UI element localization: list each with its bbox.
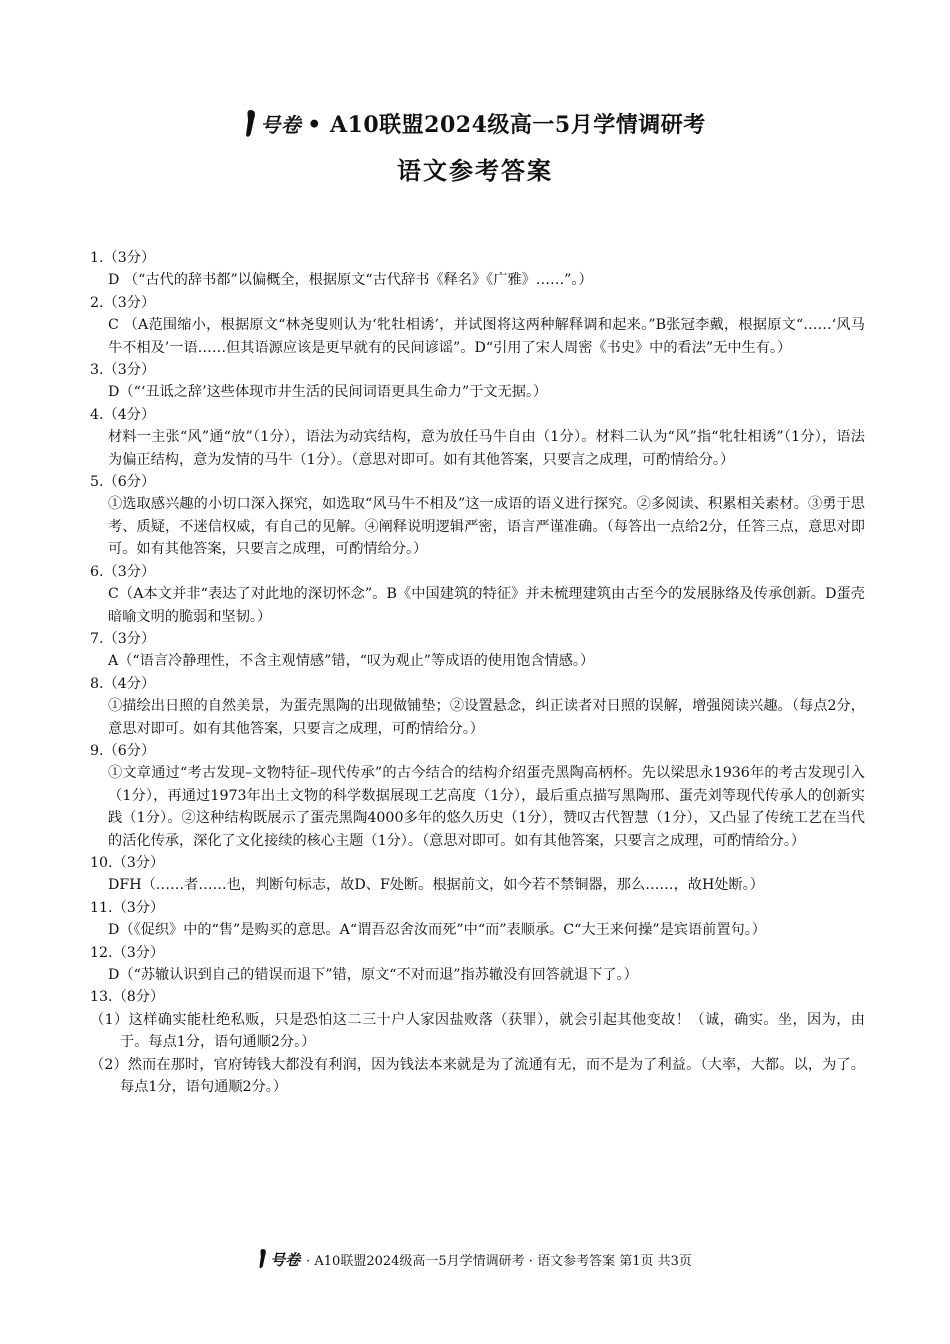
exam-title <box>0 108 950 139</box>
footer-logo-text: 号卷 <box>270 1250 301 1269</box>
footer-text: · A10联盟2024级高一5月学情调研考 · 语文参考答案 第1页 共3页 <box>306 1253 692 1269</box>
question-6 <box>90 561 865 628</box>
question-number: 11.（3分） <box>90 899 165 916</box>
translation-item-2: （2）然而在那时，官府铸钱大都没有利润，因为钱法本来就是为了流通有无，而不是为了利益。（大率，大都。以，为了。每点1分，语句通顺2分。） <box>90 1056 865 1096</box>
question-number: 10.（3分） <box>90 854 165 871</box>
page-subtitle: 语文参考答案 <box>397 156 553 185</box>
question-number: 8.（4分） <box>90 675 156 692</box>
question-number: 13.（8分） <box>90 989 165 1006</box>
question-number: 2.（3分） <box>90 294 156 311</box>
question-7 <box>90 628 865 673</box>
question-9 <box>90 740 865 852</box>
question-5 <box>90 471 865 561</box>
question-11 <box>90 897 865 942</box>
question-12 <box>90 942 865 987</box>
question-number: 5.（6分） <box>90 474 156 491</box>
question-13 <box>90 986 865 1098</box>
question-answer: DFH（……者……也，判断句标志，故D、F处断。根据前文，如今若不禁铜器，那么……，故H处断。） <box>108 877 764 894</box>
brush-stroke-icon <box>244 109 258 139</box>
translation-item-1: （1）这样确实能杜绝私贩，只是恐怕这二三十户人家因盐败落（获罪），就会引起其他变故！（诚，确实。坐，因为，由于。每点1分，语句通顺2分。） <box>90 1011 865 1051</box>
question-8 <box>90 673 865 740</box>
question-2 <box>90 292 865 359</box>
question-1 <box>90 247 865 292</box>
footer-logo <box>258 1248 300 1270</box>
question-number: 6.（3分） <box>90 563 156 580</box>
question-4 <box>90 404 865 471</box>
question-answer: ①选取感兴趣的小切口深入探究，如选取“风马牛不相及”这一成语的语义进行探究。②多阅读、积累相关素材。③勇于思考、质疑，不迷信权威，有自己的见解。④阐释说明逻辑严密，语言严谨准确。（每答出一点给2分，任答三点，意思对即可。如有其他答案，只要言之成理，可酌情给分。） <box>108 496 865 558</box>
question-number: 9.（6分） <box>90 742 156 759</box>
question-number: 4.（4分） <box>90 406 156 423</box>
question-answer: D（“‘丑诋之辞’这些体现市井生活的民间词语更具生命力”于文无据。） <box>108 384 548 401</box>
question-answer: D（“苏辙认识到自己的错误而退下”错，原文“不对而退”指苏辙没有回答就退下了。） <box>108 967 638 983</box>
answer-list <box>90 247 865 1098</box>
page-footer <box>0 1248 950 1270</box>
exam-title-text: • A10联盟2024级高一5月学情调研考 <box>307 112 706 138</box>
question-number: 7.（3分） <box>90 630 156 647</box>
question-answer: ①文章通过“考古发现–文物特征–现代传承”的古今结合的结构介绍蛋壳黑陶高柄杯。先以梁思永1936年的考古发现引入（1分），再通过1973年出土文物的科学数据展现工艺高度（1分），最后重点描写黑陶邢、蛋壳刘等现代传承人的创新实践（1分）。②这种结构既展示了蛋壳黑陶4000多年的悠久历史（1分），赞叹古代智慧（1分），又凸显了传统工艺在当代的活化传承，深化了文化接续的核心主题（1分）。（意思对即可。如有其他答案，只要言之成理，可酌情给分。） <box>108 765 865 849</box>
question-10 <box>90 852 865 897</box>
question-answer: A（“语言冷静理性，不含主观情感”错，“叹为观止”等成语的使用饱含情感。） <box>108 653 595 670</box>
question-answer: C （A范围缩小，根据原文“林尧叟则认为‘牝牡相诱’，并试图将这两种解释调和起来。”B张冠李戴，根据原文“……‘风马牛不相及’一语……但其语源应该是更早就有的民间谚谣”。D“引用了宋人周密《书史》中的看法”无中生有。） <box>108 317 865 356</box>
question-answer: C（A本文并非“表达了对此地的深切怀念”。B《中国建筑的特征》并未梳理建筑由古至今的发展脉络及传承创新。D蛋壳暗喻文明的脆弱和坚韧。） <box>108 586 865 625</box>
question-answer: D（《促织》中的“售”是购买的意思。A“谓吾忍舍汝而死”中“而”表顺承。C“大王来何操”是宾语前置句。） <box>108 922 766 939</box>
question-answer: 材料一主张“风”通“放”（1分），语法为动宾结构，意为放任马牛自由（1分）。材料二认为“风”指“牝牡相诱”（1分），语法为偏正结构，意为发情的马牛（1分）。（意思对即可。如有其他答案，只要言之成理，可酌情给分。） <box>108 429 865 468</box>
logo-text: 号卷 <box>260 113 302 137</box>
brush-stroke-icon <box>258 1248 268 1270</box>
brand-logo <box>244 109 301 139</box>
question-number: 12.（3分） <box>90 944 165 961</box>
question-number: 1.（3分） <box>90 250 156 266</box>
question-answer: D （“古代的辞书都”以偏概全，根据原文“古代辞书《释名》《广雅》……”。） <box>108 272 593 289</box>
question-number: 3.（3分） <box>90 362 156 379</box>
question-3 <box>90 359 865 404</box>
page-header <box>0 108 950 186</box>
question-answer: ①描绘出日照的自然美景，为蛋壳黑陶的出现做铺垫；②设置悬念，纠正读者对日照的误解，增强阅读兴趣。（每点2分，意思对即可。如有其他答案，只要言之成理，可酌情给分。） <box>108 698 865 737</box>
